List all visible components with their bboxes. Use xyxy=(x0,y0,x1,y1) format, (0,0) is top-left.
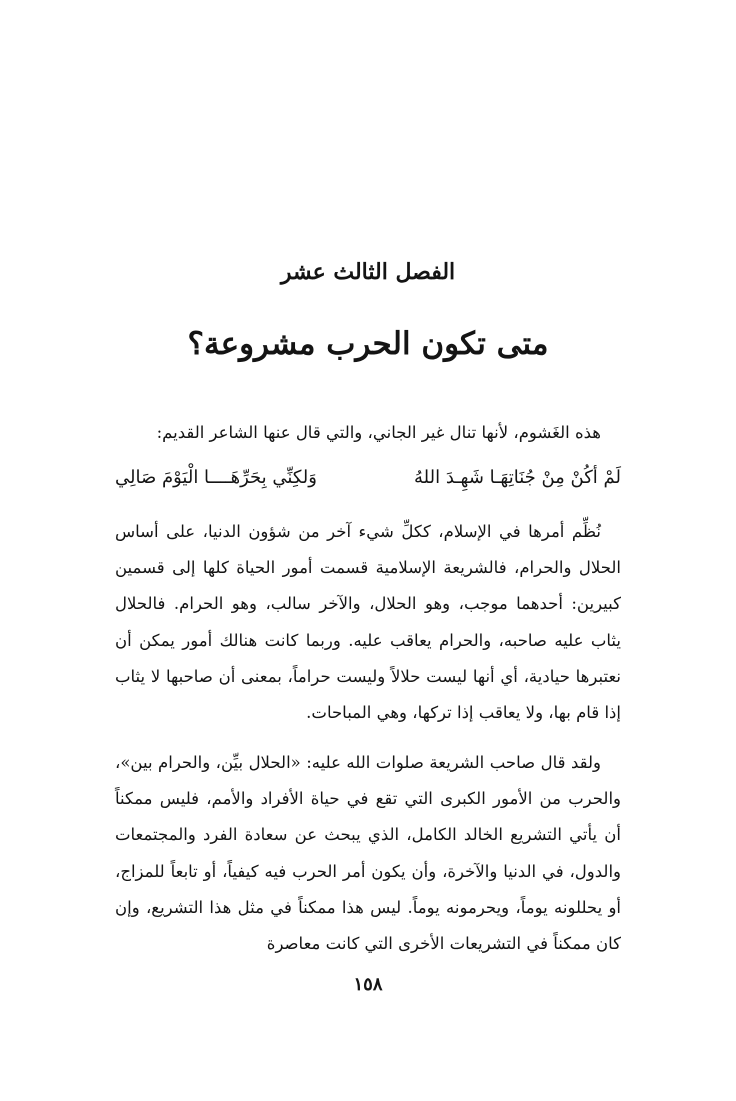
paragraph-1: نُظِّم أمرها في الإسلام، ككلِّ شيء آخر من شؤون الدنيا، على أساس الحلال والحرام، فالشريعة الإسلامية قسمت أمور الحياة كلها إلى قسمين كبيرين: أحدهما موجب، وهو الحلال، والآخر سالب، وهو الحرام. فالحلال يثاب عليه صاحبه، والحرام يعاقب عليه. وربما كانت هنالك أمور يمكن أن نعتبرها حيادية، أي أنها ليست حلالاً وليست حراماً، بمعنى أن صاحبها لا يثاب إذا قام بها، ولا يعاقب إذا تركها، وهي المباحات. xyxy=(115,522,621,723)
chapter-label: الفصل الثالث عشر xyxy=(280,259,456,285)
verse-first-hemistich: لَمْ أكُنْ مِنْ جُنَاتِهَـا شَهِـدَ اللهُ xyxy=(414,467,621,488)
intro-line: هذه الغَشوم، لأنها تنال غير الجاني، والتي قال عنها الشاعر القديم: xyxy=(156,423,601,442)
paragraph-2: ولقد قال صاحب الشريعة صلوات الله عليه: «الحلال بيِّن، والحرام بين»، والحرب من الأمور الكبرى التي تقع في حياة الأفراد والأمم، فليس ممكناً أن يأتي التشريع الخالد الكامل، الذي يبحث عن سعادة الفرد والمجتمعات والدول، في الدنيا والآخرة، وأن يكون أمر الحرب فيه كيفياً، أو تابعاً للمزاج، أو يحللونه يوماً، ويحرمونه يوماً. ليس هذا ممكناً في مثل هذا التشريع، وإن كان ممكناً في التشريعات الأخرى التي كانت معاصرة xyxy=(115,753,621,954)
page-number: ١٥٨ xyxy=(353,974,383,995)
chapter-title: متى تكون الحرب مشروعة؟ xyxy=(187,326,549,362)
poetry-verse xyxy=(115,453,621,503)
verse-second-hemistich: وَلكِنِّي بِحَرِّهَــــا الْيَوْمَ صَالِي xyxy=(115,467,317,488)
